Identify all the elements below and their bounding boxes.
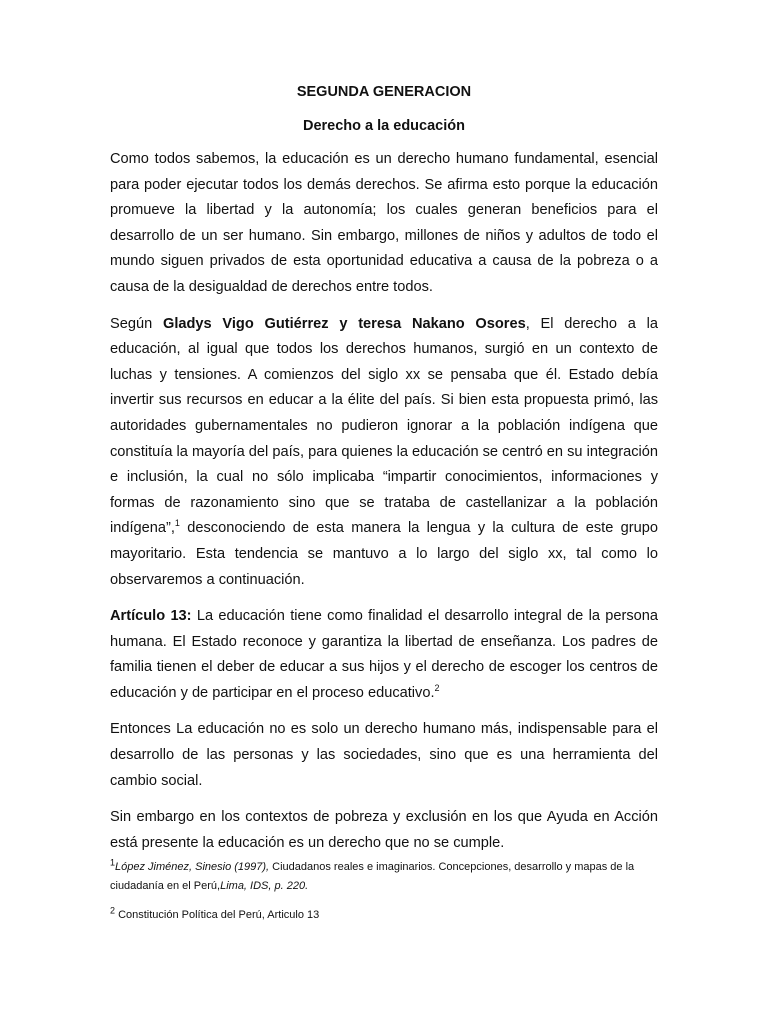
article-label: Artículo 13: <box>110 608 192 625</box>
paragraph-tail: desconociendo de esta manera la lengua y la cultura de este grupo mayoritario. Esta tendencia se mantuvo a lo largo del siglo xx, tal como lo observaremos a continuación. <box>110 520 658 588</box>
article-body: La educación tiene como finalidad el desarrollo integral de la persona humana. El Estado reconoce y garantiza la libertad de enseñanza. Los padres de familia tienen el deber de educar a sus hijos y el derecho de escoger los centros de educación y de participar en el proceso educativo. <box>110 608 658 701</box>
footnote-1-publisher: Lima, IDS, p. 220. <box>220 879 309 892</box>
footnote-1-number: 1 <box>110 857 116 868</box>
paragraph-article-13 <box>110 604 658 706</box>
footnote-1-author: López Jiménez, Sinesio (1997), <box>115 861 270 873</box>
document-body <box>110 84 658 867</box>
paragraph-intro: Como todos sabemos, la educación es un derecho humano fundamental, esencial para poder ejecutar todos los demás derechos. Se afirma esto porque la educación promueve la libertad y la autonomía; los cuales generan beneficios para el desarrollo de un ser humano. Sin embargo, millones de niños y adultos de todo el mundo siguen privados de esta oportunidad educativa a causa de la pobreza o a causa de la desigualdad de derechos entre todos. <box>110 151 658 295</box>
footnote-2 <box>110 907 670 923</box>
footnote-2-text: Constitución Política del Perú, Articulo 13 <box>115 909 320 921</box>
author-names: Gladys Vigo Gutiérrez y teresa Nakano Osores <box>162 315 526 332</box>
footnote-ref-2[interactable]: 2 <box>434 683 440 694</box>
paragraph-history <box>110 312 658 594</box>
page-title: SEGUNDA GENERACION <box>296 84 472 100</box>
paragraph-body: , El derecho a la educación, al igual que todos los derechos humanos, surgió en un contexto de luchas y tensiones. A comienzos del siglo xx se pensaba que él. Estado debía invertir sus recursos en educar a la élite del país. Si bien esta propuesta primó, las autoridades gubernamentales no pudieron ignorar a la población indígena que constituía la mayoría del país, para quienes la educación se centró en su integración e inclusión, la cual no sólo implicaba “impartir conocimientos, informaciones y formas de razonamiento sino que se trataba de castellanizar a la población indígena”, <box>110 315 658 537</box>
footnote-ref-1[interactable]: 1 <box>174 518 180 529</box>
paragraph-prefix: Según <box>110 315 163 332</box>
footnote-1-text: Ciudadanos reales e imaginarios. Concepciones, desarrollo y mapas de la ciudadanía en el Perú, <box>110 861 635 892</box>
footnote-2-number: 2 <box>110 905 116 916</box>
paragraph-conclusion: Entonces La educación no es solo un derecho humano más, indispensable para el desarrollo de las personas y las sociedades, sino que es una herramienta del cambio social. <box>110 721 658 789</box>
paragraph-closing: Sin embargo en los contextos de pobreza y exclusión en los que Ayuda en Acción está presente la educación es un derecho que no se cumple. <box>110 809 658 851</box>
section-title: Derecho a la educación <box>303 118 465 134</box>
footnote-1 <box>110 858 670 895</box>
